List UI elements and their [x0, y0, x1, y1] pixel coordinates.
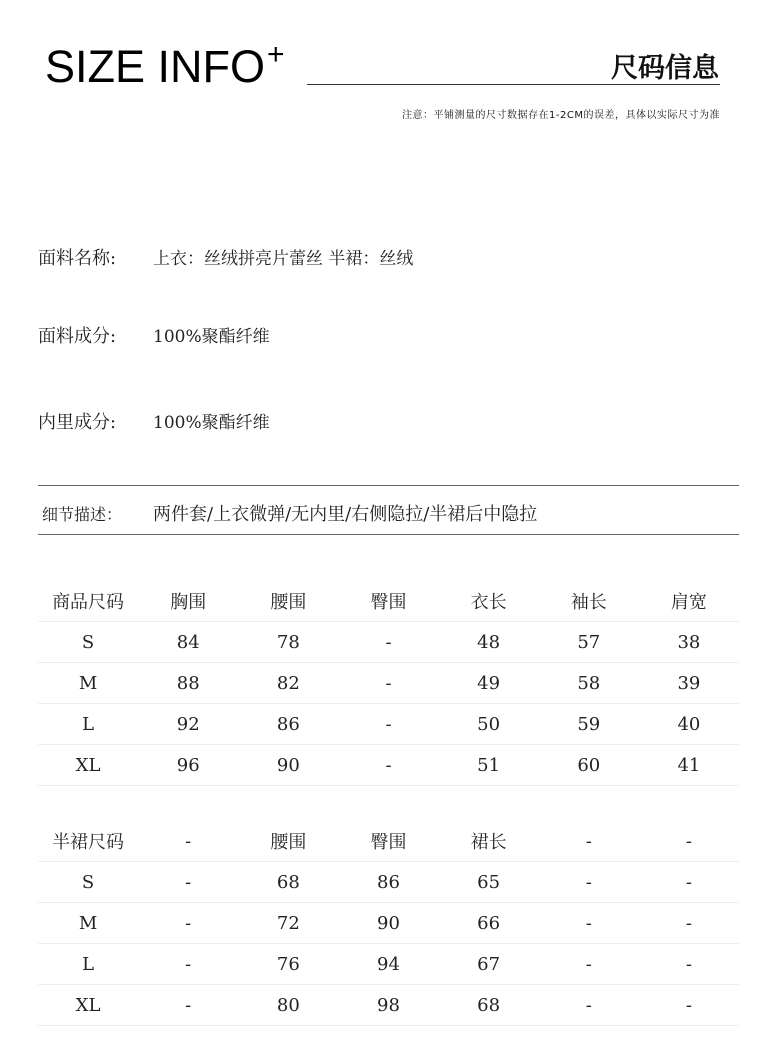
table-cell: 90 — [338, 903, 438, 944]
table-cell: - — [138, 862, 238, 903]
table-row — [38, 622, 739, 663]
table-cell: - — [338, 745, 438, 786]
skirt-size-table — [38, 821, 739, 1026]
table-cell: 57 — [539, 622, 639, 663]
table-row — [38, 985, 739, 1026]
table-cell: 72 — [238, 903, 338, 944]
table-cell: XL — [38, 985, 138, 1026]
header-cell: 衣长 — [439, 581, 539, 622]
table-header-row — [38, 821, 739, 862]
detail-value: 两件套/上衣微弹/无内里/右侧隐拉/半裙后中隐拉 — [153, 504, 538, 525]
fabric-name-value: 上衣：丝绒拼亮片蕾丝 半裙：丝绒 — [153, 249, 414, 269]
header-cell: 臀围 — [338, 821, 438, 862]
table-cell: - — [539, 985, 639, 1026]
table-row — [38, 944, 739, 985]
detail-bottom-divider — [38, 534, 739, 535]
table-cell: 68 — [439, 985, 539, 1026]
table-cell: - — [639, 985, 739, 1026]
table-cell: 65 — [439, 862, 539, 903]
header-cell: - — [639, 821, 739, 862]
table-cell: M — [38, 903, 138, 944]
table-row — [38, 903, 739, 944]
table-cell: 78 — [238, 622, 338, 663]
table-cell: 58 — [539, 663, 639, 704]
table-cell: 66 — [439, 903, 539, 944]
table-row — [38, 745, 739, 786]
fabric-composition-row — [38, 322, 270, 348]
table-cell: 49 — [439, 663, 539, 704]
fabric-name-label: 面料名称: — [38, 248, 117, 269]
top-size-table — [38, 581, 739, 786]
lining-label: 内里成分: — [38, 412, 117, 433]
table-cell: 84 — [138, 622, 238, 663]
detail-row — [42, 500, 537, 526]
lining-row — [38, 408, 270, 434]
header-cell: 裙长 — [439, 821, 539, 862]
table-header-row — [38, 581, 739, 622]
table-row — [38, 862, 739, 903]
table-cell: - — [539, 903, 639, 944]
table-cell: S — [38, 862, 138, 903]
table-cell: - — [138, 903, 238, 944]
header-cell: 胸围 — [138, 581, 238, 622]
table-cell: - — [539, 862, 639, 903]
fabric-composition-label: 面料成分: — [38, 326, 117, 347]
table-cell: 41 — [639, 745, 739, 786]
table-cell: 59 — [539, 704, 639, 745]
table-cell: 40 — [639, 704, 739, 745]
table-cell: 86 — [338, 862, 438, 903]
table-cell: L — [38, 704, 138, 745]
table-cell: 50 — [439, 704, 539, 745]
table-cell: 82 — [238, 663, 338, 704]
table-cell: 67 — [439, 944, 539, 985]
table-cell: - — [138, 985, 238, 1026]
measurement-note: 注意：平铺测量的尺寸数据存在1-2CM的误差，具体以实际尺寸为准 — [402, 110, 720, 121]
header-cell: 臀围 — [338, 581, 438, 622]
title-text: SIZE INFO — [45, 41, 266, 92]
table-cell: 76 — [238, 944, 338, 985]
table-cell: 38 — [639, 622, 739, 663]
header-cell: 肩宽 — [639, 581, 739, 622]
table-cell: 94 — [338, 944, 438, 985]
table-cell: - — [639, 944, 739, 985]
fabric-composition-value: 100%聚酯纤维 — [153, 327, 270, 347]
header-cell: 袖长 — [539, 581, 639, 622]
table-cell: 96 — [138, 745, 238, 786]
header-cell: 半裙尺码 — [38, 821, 138, 862]
table-cell: L — [38, 944, 138, 985]
table-cell: 68 — [238, 862, 338, 903]
table-cell: XL — [38, 745, 138, 786]
table-cell: - — [338, 663, 438, 704]
header-cell: 商品尺码 — [38, 581, 138, 622]
table-cell: - — [338, 622, 438, 663]
table-cell: 98 — [338, 985, 438, 1026]
table-row — [38, 663, 739, 704]
header-cell: - — [138, 821, 238, 862]
header-cell: 腰围 — [238, 581, 338, 622]
lining-value: 100%聚酯纤维 — [153, 413, 270, 433]
fabric-name-row — [38, 244, 413, 270]
table-cell: 92 — [138, 704, 238, 745]
table-row — [38, 704, 739, 745]
table-cell: - — [338, 704, 438, 745]
title-plus: + — [267, 38, 285, 71]
cn-title: 尺码信息 — [611, 53, 719, 84]
detail-label: 细节描述： — [42, 505, 123, 524]
table-cell: 86 — [238, 704, 338, 745]
table-cell: 88 — [138, 663, 238, 704]
table-cell: 39 — [639, 663, 739, 704]
table-cell: - — [539, 944, 639, 985]
table-cell: 60 — [539, 745, 639, 786]
table-cell: 51 — [439, 745, 539, 786]
table-cell: - — [138, 944, 238, 985]
table-cell: - — [639, 862, 739, 903]
header-cell: - — [539, 821, 639, 862]
table-cell: S — [38, 622, 138, 663]
table-cell: M — [38, 663, 138, 704]
page-title — [45, 38, 285, 92]
detail-top-divider — [38, 485, 739, 486]
header-cell: 腰围 — [238, 821, 338, 862]
table-cell: - — [639, 903, 739, 944]
table-cell: 48 — [439, 622, 539, 663]
table-cell: 90 — [238, 745, 338, 786]
table-cell: 80 — [238, 985, 338, 1026]
